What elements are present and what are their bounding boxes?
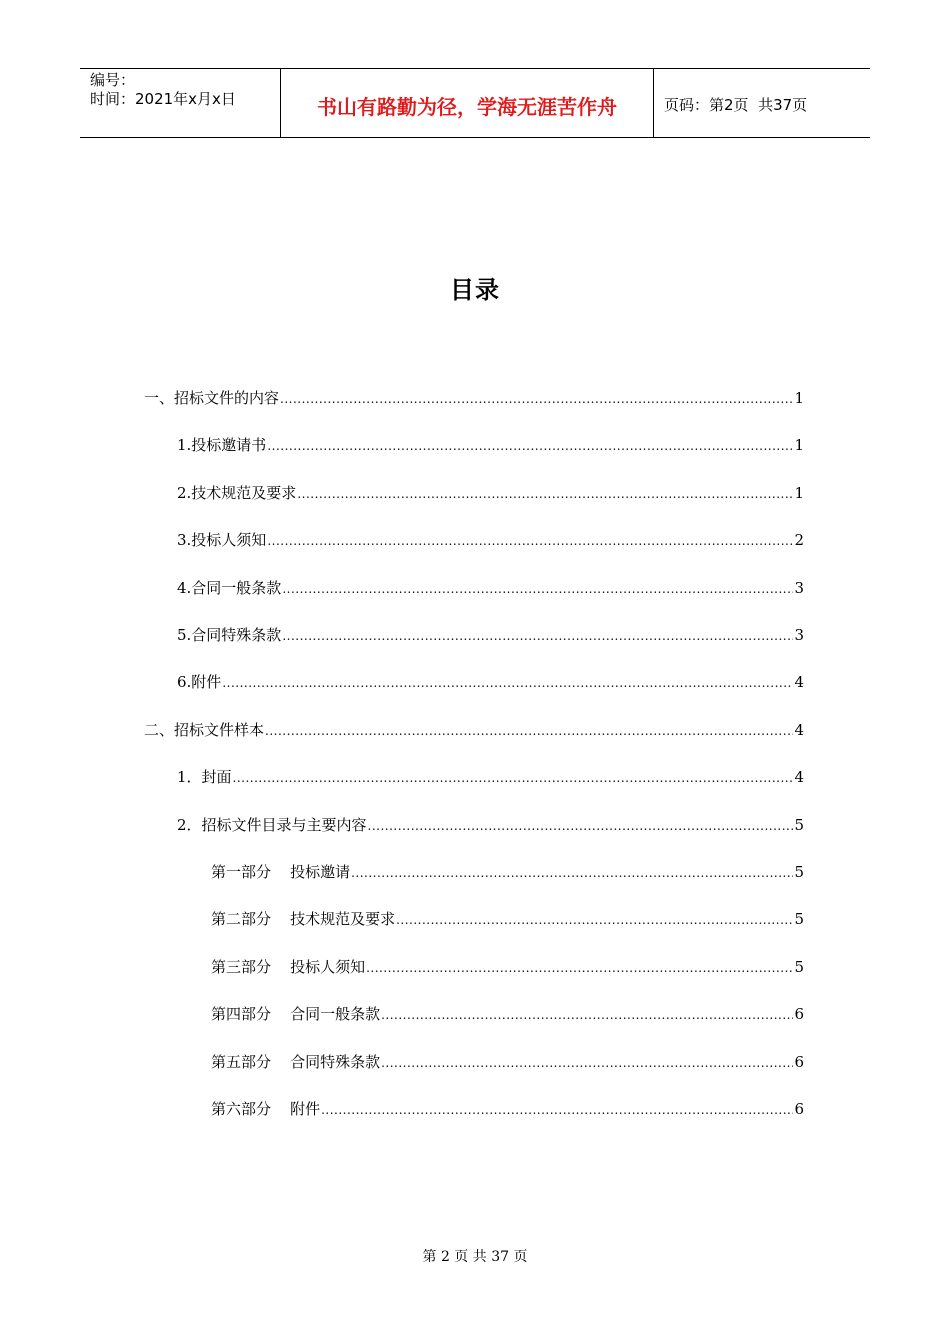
toc-leader xyxy=(396,906,793,934)
toc-entry-page: 4 xyxy=(794,721,804,739)
toc-entry-text: 2．招标文件目录与主要内容 xyxy=(177,816,367,834)
toc-entry-page: 4 xyxy=(794,673,804,691)
toc-entry-page: 4 xyxy=(794,768,804,786)
page-title: 目录 xyxy=(450,276,500,304)
toc-entry[interactable] xyxy=(211,858,804,886)
toc-entry[interactable] xyxy=(211,953,804,981)
toc-entry-page: 5 xyxy=(794,816,804,834)
toc-entry-page: 1 xyxy=(794,436,804,454)
toc-leader xyxy=(366,954,793,982)
toc-leader xyxy=(265,717,793,745)
toc-entry-text: 1．封面 xyxy=(177,768,232,786)
toc-entry[interactable] xyxy=(211,1048,804,1076)
toc-entry[interactable] xyxy=(211,1095,804,1123)
toc-leader xyxy=(282,622,793,650)
toc-entry-page: 2 xyxy=(794,531,804,549)
toc-entry-page: 6 xyxy=(794,1005,804,1023)
toc-entry-text: 6.附件 xyxy=(177,673,222,691)
toc-leader xyxy=(297,480,793,508)
toc-entry-page: 6 xyxy=(794,1053,804,1071)
toc-entry-page: 5 xyxy=(794,958,804,976)
toc-entry[interactable] xyxy=(144,716,804,744)
document-date: 时间：2021年x月x日 xyxy=(90,90,236,108)
toc-entry-text: 2.技术规范及要求 xyxy=(177,484,297,502)
toc-entry-page: 1 xyxy=(794,389,804,407)
toc-entry[interactable] xyxy=(144,384,804,412)
header-page-info: 页码：第2页 共37页 xyxy=(664,95,808,114)
page-footer: 第 2 页 共 37 页 xyxy=(422,1249,528,1265)
toc-leader xyxy=(280,385,793,413)
toc-entry-page: 6 xyxy=(794,1100,804,1118)
toc-leader xyxy=(368,812,794,840)
page-header xyxy=(80,68,870,138)
toc-entry-text: 3.投标人须知 xyxy=(177,531,267,549)
toc-entry-text: 二、招标文件样本 xyxy=(144,721,265,739)
toc-leader xyxy=(381,1001,793,1029)
toc-entry-text: 第四部分 合同一般条款 xyxy=(211,1005,381,1023)
toc-leader xyxy=(233,764,794,792)
toc-entry-text: 第六部分 附件 xyxy=(211,1100,321,1118)
toc-leader xyxy=(282,575,793,603)
toc-entry[interactable] xyxy=(177,431,804,459)
document-number-label: 编号： xyxy=(90,71,136,89)
toc-leader xyxy=(321,1096,793,1124)
toc-entry-text: 第一部分 投标邀请 xyxy=(211,863,351,881)
toc-entry-text: 第五部分 合同特殊条款 xyxy=(211,1053,381,1071)
toc-entry[interactable] xyxy=(177,526,804,554)
toc-leader xyxy=(267,432,793,460)
toc-entry-text: 5.合同特殊条款 xyxy=(177,626,282,644)
toc-entry-page: 3 xyxy=(794,579,804,597)
toc-entry-text: 第二部分 技术规范及要求 xyxy=(211,910,396,928)
toc-entry-page: 5 xyxy=(794,863,804,881)
toc-entry-page: 3 xyxy=(794,626,804,644)
toc-entry[interactable] xyxy=(211,905,804,933)
toc-leader xyxy=(351,859,793,887)
toc-entry-text: 4.合同一般条款 xyxy=(177,579,282,597)
toc-entry[interactable] xyxy=(177,574,804,602)
toc-entry[interactable] xyxy=(211,1000,804,1028)
header-meta xyxy=(80,69,281,137)
toc-entry[interactable] xyxy=(177,811,804,839)
toc-entry-page: 1 xyxy=(794,484,804,502)
toc-entry[interactable] xyxy=(177,668,804,696)
toc-leader xyxy=(222,669,793,697)
toc-entry-text: 1.投标邀请书 xyxy=(177,436,267,454)
toc-entry[interactable] xyxy=(177,479,804,507)
toc-leader xyxy=(381,1049,793,1077)
header-motto: 书山有路勤为径，学海无涯苦作舟 xyxy=(281,69,654,137)
toc-entry[interactable] xyxy=(177,621,804,649)
toc-entry[interactable] xyxy=(177,763,804,791)
toc-leader xyxy=(267,527,793,555)
toc-entry-page: 5 xyxy=(794,910,804,928)
toc-entry-text: 一、招标文件的内容 xyxy=(144,389,280,407)
toc-entry-text: 第三部分 投标人须知 xyxy=(211,958,366,976)
